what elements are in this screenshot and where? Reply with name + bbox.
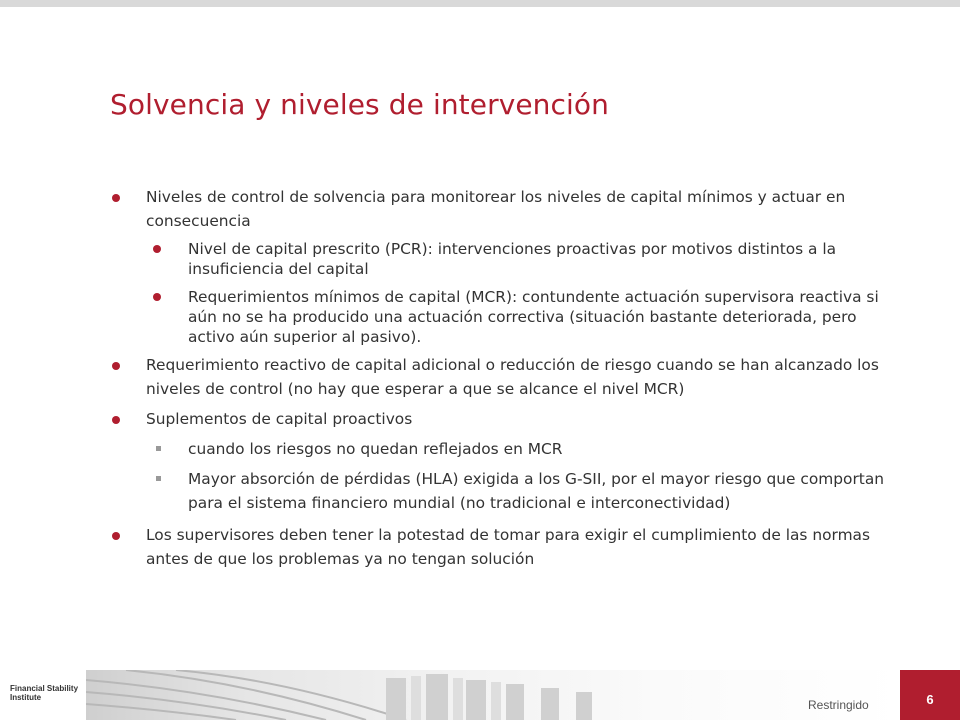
square-bullet-icon xyxy=(156,476,161,481)
bullet-dot-icon xyxy=(112,416,120,424)
bullet-dot-icon xyxy=(153,293,161,301)
sub-bullet-text: Nivel de capital prescrito (PCR): intervenciones proactivas por motivos distintos a la insuficiencia del capital xyxy=(188,240,837,278)
bullet-item xyxy=(110,185,900,233)
logo-text-line: Institute xyxy=(10,693,42,702)
bullet-dot-icon xyxy=(112,362,120,370)
slide-title: Solvencia y niveles de intervención xyxy=(110,88,609,121)
building-photo-banner xyxy=(86,670,900,720)
fsi-logo xyxy=(10,684,80,702)
building-photo-image xyxy=(86,670,900,720)
bullet-text: Requerimiento reactivo de capital adicional o reducción de riesgo cuando se han alcanzado los niveles de control (no hay que esperar a que se alcance el nivel MCR) xyxy=(146,356,879,398)
slide-footer xyxy=(0,670,960,720)
sub-bullet-text: cuando los riesgos no quedan reflejados en MCR xyxy=(188,440,563,458)
sub-bullet-text: Mayor absorción de pérdidas (HLA) exigida a los G-SII, por el mayor riesgo que comportan para el sistema financiero mundial (no tradicional e interconectividad) xyxy=(188,470,885,512)
bullet-text: Los supervisores deben tener la potestad de tomar para exigir el cumplimiento de las normas antes de que los problemas ya no tengan solución xyxy=(146,526,871,568)
sub-bullet-item xyxy=(110,287,900,347)
page-number-box xyxy=(900,670,960,720)
classification-label: Restringido xyxy=(808,698,869,712)
slide-content xyxy=(110,185,900,571)
sub-bullet-text: Requerimientos mínimos de capital (MCR): contundente actuación supervisora reactiva si aún no se ha producido una actuación correctiva (situación bastante deteriorada, pero activo aún superior al pasivo). xyxy=(188,288,879,346)
page-number: 6 xyxy=(926,692,934,707)
top-bar xyxy=(0,0,960,7)
sub-bullet-item xyxy=(110,239,900,279)
bullet-dot-icon xyxy=(112,194,120,202)
bullet-dot-icon xyxy=(112,532,120,540)
bullet-item xyxy=(110,353,900,401)
bullet-text: Suplementos de capital proactivos xyxy=(146,410,413,428)
bullet-item xyxy=(110,407,900,431)
bullet-dot-icon xyxy=(153,245,161,253)
square-bullet-icon xyxy=(156,446,161,451)
bullet-item xyxy=(110,523,900,571)
sub-bullet-item xyxy=(110,437,900,461)
bullet-text: Niveles de control de solvencia para monitorear los niveles de capital mínimos y actuar en consecuencia xyxy=(146,188,846,230)
logo-text-line: Financial Stability xyxy=(10,684,79,693)
sub-bullet-item xyxy=(110,467,900,515)
